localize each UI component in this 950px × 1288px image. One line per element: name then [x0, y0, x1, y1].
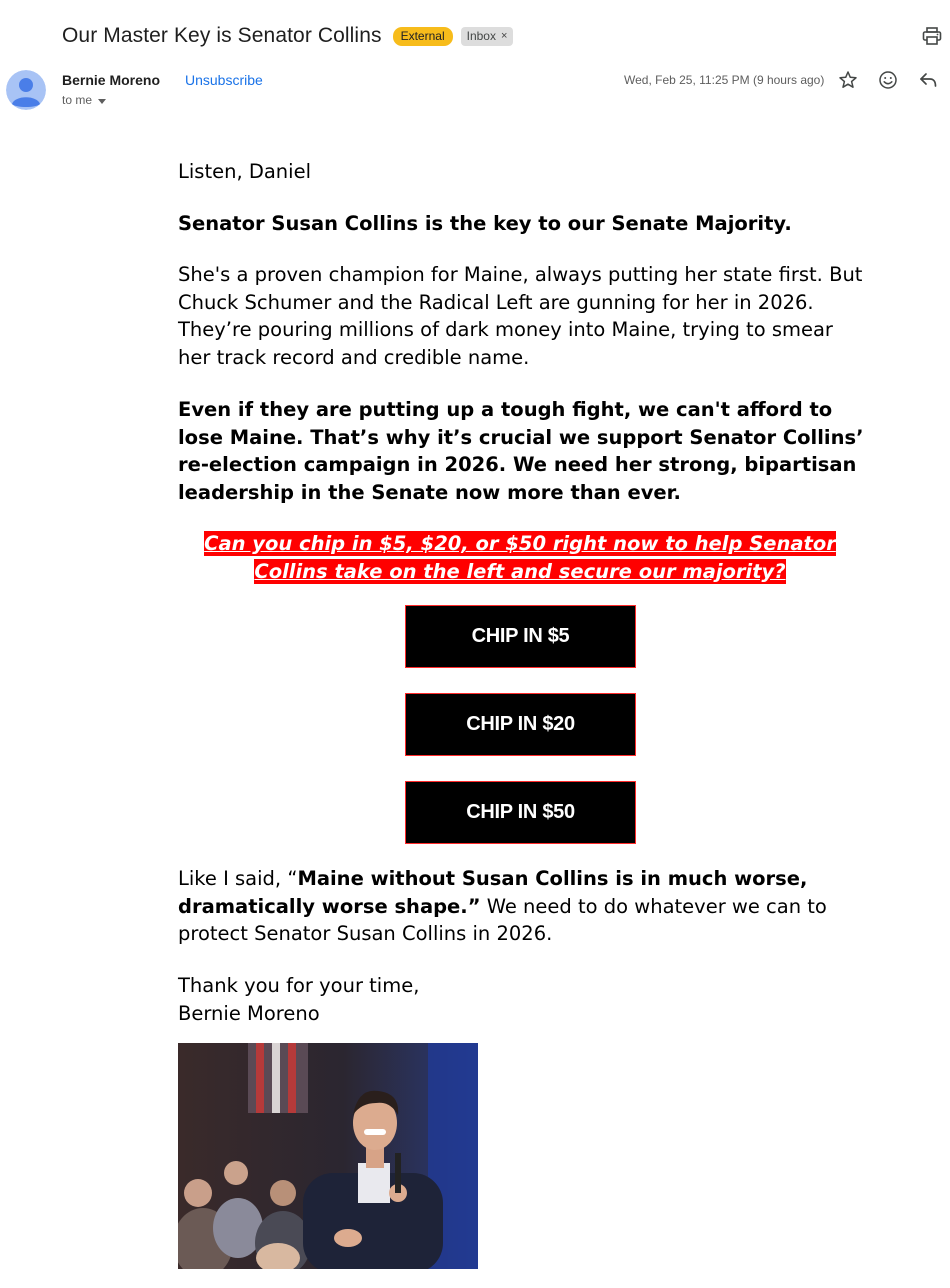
chip-in-5-button[interactable]: CHIP IN $5	[405, 605, 636, 668]
printer-icon[interactable]	[922, 27, 942, 45]
reply-icon[interactable]	[918, 70, 938, 90]
inbox-label-badge	[461, 27, 514, 46]
chip-in-50-button[interactable]: CHIP IN $50	[405, 781, 636, 844]
signoff: Thank you for your time,	[178, 974, 420, 997]
quote-suffix: We need to do whatever we can to protect Senator Susan Collins in 2026.	[178, 894, 827, 946]
quote-bold: Maine without Susan Collins is in much worse, dramatically worse shape.”	[178, 867, 808, 918]
recipient-details-toggle[interactable]	[62, 93, 106, 107]
sender-photo	[178, 1043, 478, 1269]
headline: Senator Susan Collins is the key to our Senate Majority.	[178, 212, 792, 235]
star-icon[interactable]	[838, 70, 858, 90]
paragraph-intro: She's a proven champion for Maine, always putting her state first. But Chuck Schumer and the Radical Left are gunning for her in 2026. They’re pouring millions of dark money into Maine, trying to smear her track record and credible name.	[178, 263, 863, 369]
paragraph-appeal: Even if they are putting up a tough fight, we can't afford to lose Maine. That’s why it’s crucial we support Senator Collins’ re-election campaign in 2026. We need her strong, bipartisan leadership in the Senate now more than ever.	[178, 398, 864, 504]
email-date: Wed, Feb 25, 11:25 PM (9 hours ago)	[624, 73, 825, 87]
quote-prefix: Like I said, “	[178, 867, 298, 890]
unsubscribe-link[interactable]: Unsubscribe	[185, 72, 263, 88]
donate-cta-link[interactable]: Can you chip in $5, $20, or $50 right now to help Senator Collins take on the left and secure our majority?	[204, 532, 836, 583]
recipient-text: to me	[62, 93, 93, 107]
greeting: Listen, Daniel	[178, 160, 311, 183]
chip-in-20-button[interactable]: CHIP IN $20	[405, 693, 636, 756]
donation-call-to-action	[178, 530, 862, 586]
email-subject: Our Master Key is Senator Collins	[62, 24, 382, 47]
smiley-icon[interactable]	[878, 70, 898, 90]
remove-label-icon[interactable]: ×	[500, 29, 508, 42]
sender-name[interactable]: Bernie Moreno	[62, 72, 161, 88]
sender-avatar[interactable]	[6, 70, 46, 110]
quote-paragraph	[178, 865, 868, 948]
person-icon	[6, 70, 46, 110]
chevron-down-icon	[98, 99, 106, 104]
inbox-label-text: Inbox	[466, 28, 496, 43]
signature: Bernie Moreno	[178, 1002, 320, 1025]
subject-row	[62, 22, 513, 50]
external-label-badge: External	[393, 27, 453, 46]
